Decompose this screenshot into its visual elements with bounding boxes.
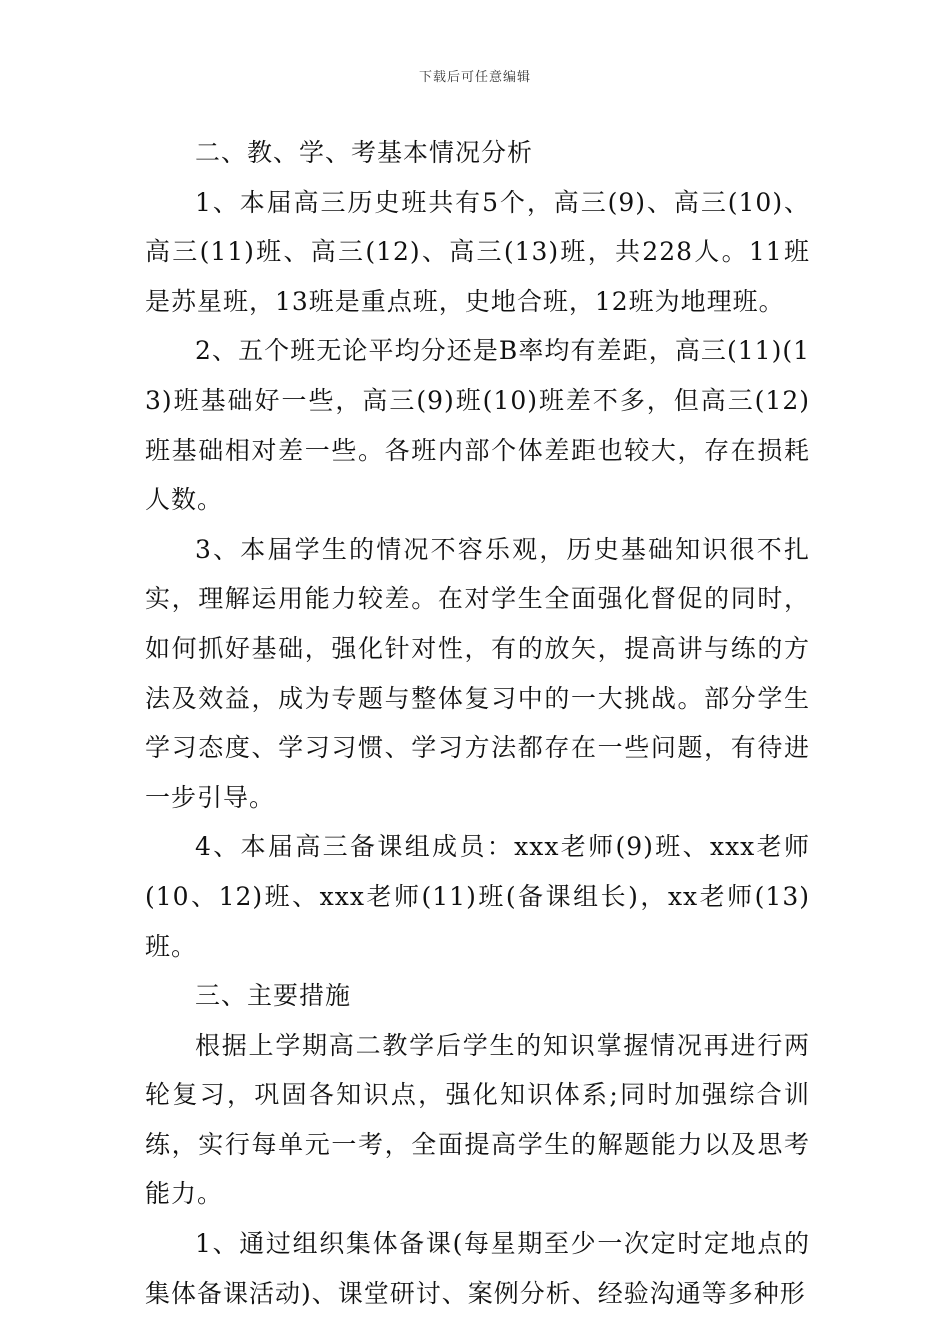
document-body: [145, 128, 810, 1318]
paragraph-class-gap: 2、五个班无论平均分还是B率均有差距，高三(11)(13)班基础好一些，高三(9)班(10)班差不多，但高三(12)班基础相对差一些。各班内部个体差距也较大，存在损耗人数。: [145, 336, 810, 515]
paragraph-collective-prep: 1、通过组织集体备课(每星期至少一次定时定地点的集体备课活动)、课堂研讨、案例分析、经验沟通等多种形: [145, 1229, 810, 1308]
header-note: 下载后可任意编辑: [418, 70, 531, 85]
paragraph-team-members: 4、本届高三备课组成员：xxx老师(9)班、xxx老师(10、12)班、xxx老师(11)班(备课组长)，xx老师(13)班。: [145, 832, 810, 961]
paragraph-student-situation: 3、本届学生的情况不容乐观，历史基础知识很不扎实，理解运用能力较差。在对学生全面强化督促的同时，如何抓好基础，强化针对性，有的放矢，提高讲与练的方法及效益，成为专题与整体复习中的一大挑战。部分学生学习态度、学习习惯、学习方法都存在一些问题，有待进一步引导。: [145, 534, 810, 812]
section-heading-measures: 三、主要措施: [195, 981, 352, 1011]
paragraph-class-overview: 1、本届高三历史班共有5个，高三(9)、高三(10)、高三(11)班、高三(12)、高三(13)班，共228人。11班是苏星班，13班是重点班，史地合班，12班为地理班。: [145, 187, 810, 316]
paragraph-review-plan: 根据上学期高二教学后学生的知识掌握情况再进行两轮复习，巩固各知识点，强化知识体系;同时加强综合训练，实行每单元一考，全面提高学生的解题能力以及思考能力。: [145, 1030, 810, 1209]
section-heading-analysis: 二、教、学、考基本情况分析: [195, 138, 534, 167]
